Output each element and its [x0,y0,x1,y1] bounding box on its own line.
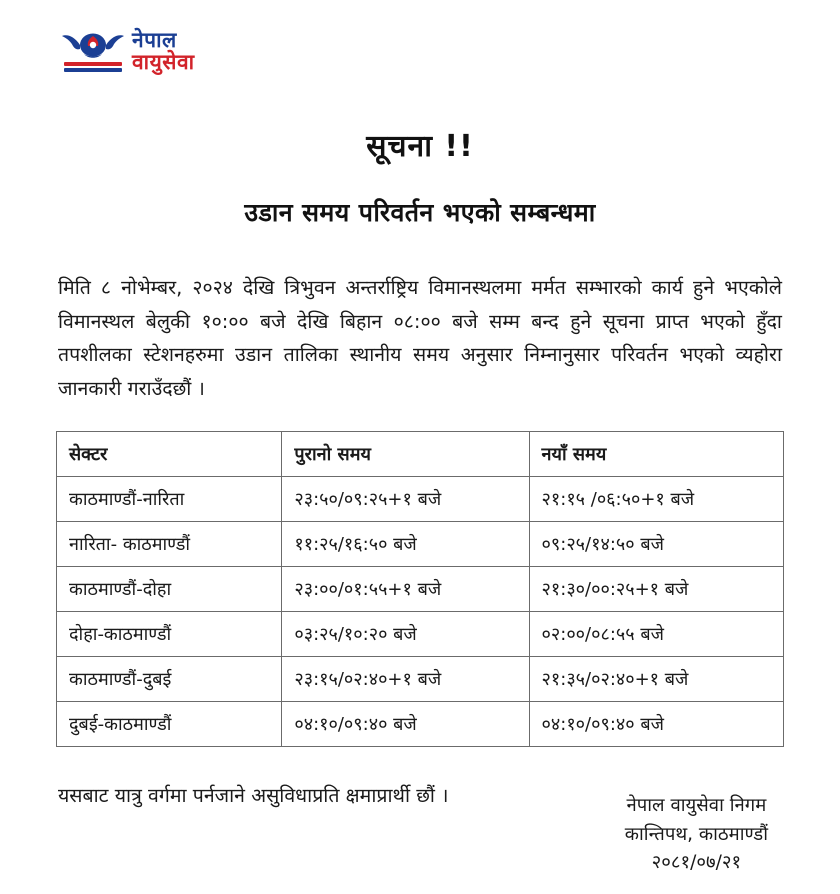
logo-mark [62,30,124,74]
apology-text: यसबाट यात्रु वर्गमा पर्नजाने असुविधाप्रति क्षमाप्रार्थी छौं । [58,784,449,808]
cell-old-time: ०४:१०/०९:४० बजे [282,702,529,747]
table-row [57,522,784,567]
cell-old-time: ०३:२५/१०:२० बजे [282,612,529,657]
page-subtitle: उडान समय परिवर्तन भएको सम्बन्धमा [244,198,596,227]
logo-wordmark-line1: नेपाल [132,27,177,52]
cell-new-time: २१:३०/००:२५+१ बजे [529,567,783,612]
signature-organization: नेपाल वायुसेवा निगम [626,794,767,816]
cell-old-time: ११:२५/१६:५० बजे [282,522,529,567]
cell-new-time: २१:३५/०२:४०+१ बजे [529,657,783,702]
table-header-row [57,432,784,477]
cell-old-time: २३:५०/०९:२५+१ बजे [282,477,529,522]
cell-sector: काठमाण्डौं-दुबई [57,657,282,702]
cell-new-time: ०९:२५/१४:५० बजे [529,522,783,567]
column-header-new-time: नयाँ समय [529,432,783,477]
page-title: सूचना !! [366,129,474,164]
table-row [57,612,784,657]
logo-wordmark-line2: वायुसेवा [132,50,195,74]
cell-new-time: ०४:१०/०९:४० बजे [529,702,783,747]
signature-address: कान्तिपथ, काठमाण्डौं [624,823,768,845]
logo-stripe-red [64,62,122,66]
flight-schedule-table [56,431,784,747]
signature-date: २०८१/०७/२१ [651,852,742,874]
nepal-airlines-bird-icon [62,30,124,60]
cell-new-time: २१:१५ /०६:५०+१ बजे [529,477,783,522]
cell-sector: काठमाण्डौं-दोहा [57,567,282,612]
table-row [57,702,784,747]
cell-old-time: २३:००/०१:५५+१ बजे [282,567,529,612]
page-header [56,0,784,88]
table-row [57,567,784,612]
cell-sector: दुबई-काठमाण्डौं [57,702,282,747]
column-header-old-time: पुरानो समय [282,432,529,477]
table-body [57,477,784,747]
notice-body-text: मिति ८ नोभेम्बर, २०२४ देखि त्रिभुवन अन्तर्राष्ट्रिय विमानस्थलमा मर्मत सम्भारको कार्य हुने भएकोले विमानस्थल बेलुकी १०:०० बजे देखि बिहान ०८:०० बजे सम्म बन्द हुने सूचना प्राप्त भएको हुँदा तपशीलका स्टेशनहरुमा उडान तालिका स्थानीय समय अनुसार निम्नानुसार परिवर्तन भएको व्यहोरा जानकारी गराउँदछौं । [58,276,782,400]
cell-new-time: ०२:००/०८:५५ बजे [529,612,783,657]
logo-stripes [64,62,122,74]
logo-wordmark [132,29,195,75]
cell-sector: दोहा-काठमाण्डौं [57,612,282,657]
cell-old-time: २३:१५/०२:४०+१ बजे [282,657,529,702]
signature-block [625,792,768,878]
nepal-airlines-logo [62,29,195,75]
cell-sector: काठमाण्डौं-नारिता [57,477,282,522]
table-row [57,477,784,522]
table-head [57,432,784,477]
table-row [57,657,784,702]
logo-stripe-blue [64,68,122,72]
cell-sector: नारिता- काठमाण्डौं [57,522,282,567]
column-header-sector: सेक्टर [57,432,282,477]
